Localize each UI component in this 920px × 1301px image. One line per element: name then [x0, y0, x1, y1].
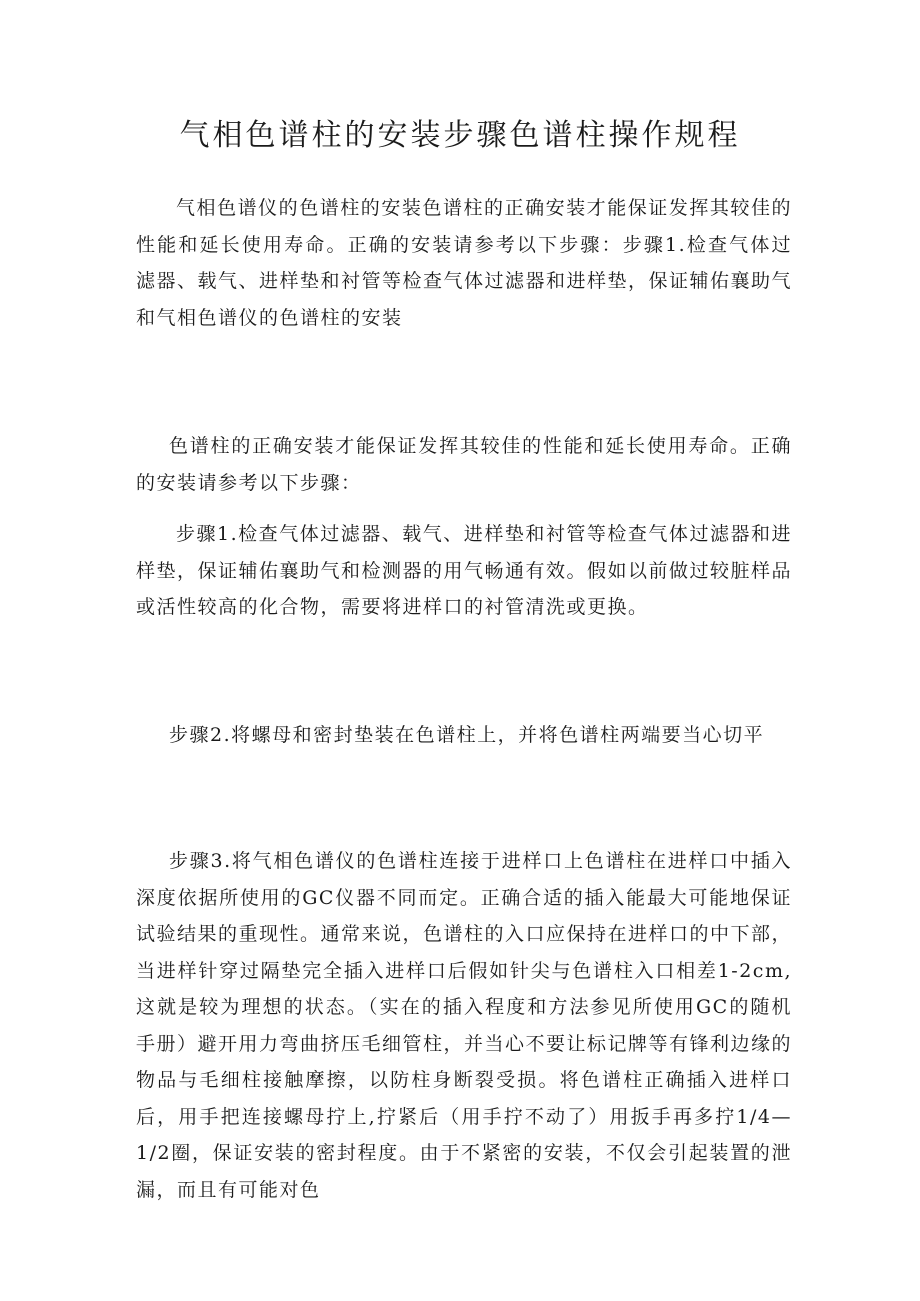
page-title: 气相色谱柱的安装步骤色谱柱操作规程: [179, 118, 741, 153]
paragraph-step-1: 步骤1.检查气体过滤器、载气、进样垫和衬管等检查气体过滤器和进样垫，保证辅佑襄助气和检测器的用气畅通有效。假如以前做过较脏样品或活性较高的化合物，需要将进样口的衬管清洗或更换。: [136, 523, 793, 618]
paragraph-intro: 气相色谱仪的色谱柱的安装色谱柱的正确安装才能保证发挥其较佳的性能和延长使用寿命。正确的安装请参考以下步骤：步骤1.检查气体过滤器、载气、进样垫和衬管等检查气体过滤器和进样垫，保证辅佑襄助气和气相色谱仪的色谱柱的安装: [136, 197, 793, 329]
paragraph-step-2: 步骤2.将螺母和密封垫装在色谱柱上，并将色谱柱两端要当心切平: [169, 724, 765, 746]
paragraph-overview: 色谱柱的正确安装才能保证发挥其较佳的性能和延长使用寿命。正确的安装请参考以下步骤：: [136, 435, 792, 494]
paragraph-step-3: 步骤3.将气相色谱仪的色谱柱连接于进样口上色谱柱在进样口中插入深度依据所使用的GC仪器不同而定。正确合适的插入能最大可能地保证试验结果的重现性。通常来说，色谱柱的入口应保持在进样口的中下部，当进样针穿过隔垫完全插入进样口后假如针尖与色谱柱入口相差1-2cm,这就是较为理想的状态。（实在的插入程度和方法参见所使用GC的随机手册）避开用力弯曲挤压毛细管柱，并当心不要让标记牌等有锋利边缘的物品与毛细柱接触摩擦，以防柱身断裂受损。将色谱柱正确插入进样口后，用手把连接螺母拧上,拧紧后（用手拧不动了）用扳手再多拧1/4—1/2圈，保证安装的密封程度。由于不紧密的安装，不仅会引起装置的泄漏，而且有可能对色: [136, 850, 793, 1201]
